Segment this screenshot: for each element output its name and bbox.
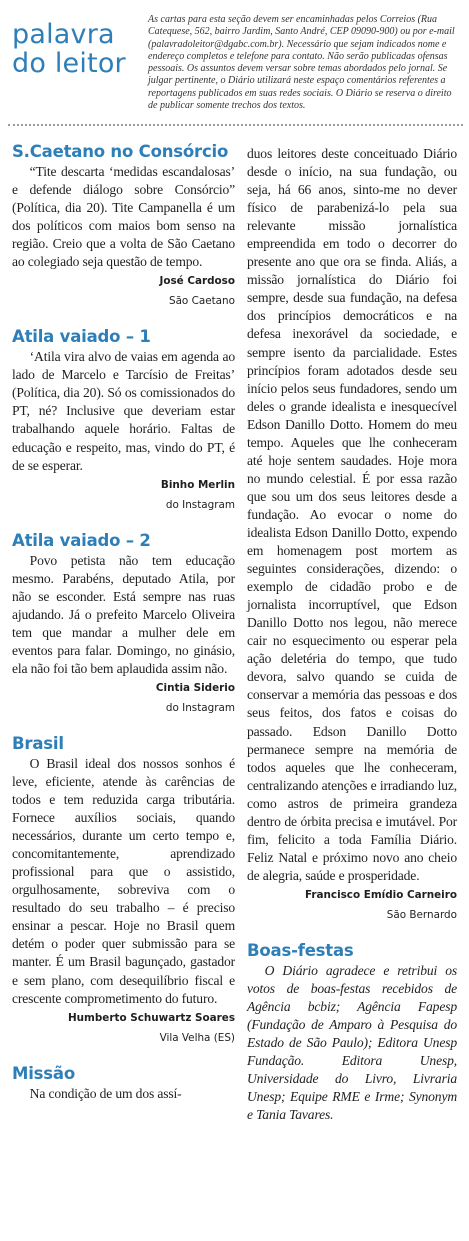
letter-atila-2 [12, 531, 235, 716]
letter-place: São Caetano [168, 295, 235, 308]
letter-body-continued: duos leitores deste conceituado Diário desde o início, na sua fundação, ou seja, há 66 anos, sinto-me no dever físico de parabenizá-lo pela sua relevante missão jornalística empreendida em todo o decorrer do presente ano que ora se finda. Aliás, a missão jornalística do Diário foi sempre, desde sua fundação, na defesa dos princípios democráticos e na defesa inexorável da sociedade, e sempre isento da parcialidade. Estes princípios foram adotados desde seu início pelos seus fundadores, sendo um deles o grande idealista e inesquecível Edson Danillo Dotto. Homem do meu tempo. Aqueles que lhe conheceram até hoje sentem saudades. Hoje mora no mundo celestial. É por essa razão que sou um dos seus leitores desde a fundação. Ao evocar o nome do idealista Edson Danillo Dotto, expendo em homenagem post mortem as seguintes considerações, dizendo: o exemplo de cidadão probo e de jornalista incorruptível, que Edson Danillo Dotto nos legou, não merece cair no esquecimento ou esperar pela ação deletéria do tempo, que tudo devora, salvo quando se cuida de conservar a memória das pessoas e dos seus feitos, dos fatos e coisas do passado. Edson Danillo Dotto permanece sempre na memória de todos aqueles que lhe conheceram, centralizando atenções e irradiando luz, como astros de primeira grandeza dentro de órbita precisa e imutável. Por fim, felicito a toda Família Diário. Feliz Natal e próximo novo ano cheio de alegria, saúde e prosperidade. [247, 146, 457, 883]
letter-atila-1 [12, 327, 235, 512]
letter-title: S.Caetano no Consórcio [12, 142, 229, 161]
letter-body-start: Na condição de um dos assí- [29, 1085, 182, 1101]
boas-festas-body: O Diário agradece e retribui os votos de boas-festas recebidos de Agência bcbiz; Agência Fapesp (Fundação de Amparo à Pesquisa do Estado de São Paulo); Editora Unesp Fundação. Editora Unesp, Universidade do Livro, Livraria Unesp; Equipe RME e Irme; Synonym e Tania Tavares. [247, 962, 457, 1123]
boas-festas [247, 941, 457, 1124]
letter-author: Francisco Emídio Carneiro [304, 888, 457, 901]
letter-author: Binho Merlin [160, 478, 235, 491]
letter-signature [12, 1011, 235, 1046]
letter-body: ‘Atila vira alvo de vaias em agenda ao lado de Marcelo e Tarcísio de Freitas’ (Política, dia 20). Só os comissionados do PT, né? Inclusive que deveriam estar trabalhando aquele horário. Faltas de educação e respeito, mas, vindo do PT, é de se esperar. [12, 349, 235, 473]
letter-signature [12, 274, 235, 309]
letter-body: Povo petista não tem educação mesmo. Parabéns, deputado Atila, por não se esconder. Está sempre nas ruas ajudando. Já o prefeito Marcelo Oliveira tem que mandar a mulher dele em eventos para falar. Domingo, no ginásio, ela não foi tão bem aplaudida assim não. [12, 552, 235, 676]
masthead-line-1: palavra [12, 19, 115, 50]
letter-brasil [12, 734, 235, 1046]
section-intro-note: As cartas para esta seção devem ser encaminhadas pelos Correios (Rua Catequese, 562, bairro Jardim, Santo André, CEP 09090-900) ou por e-mail (palavradoleitor@dgabc.com.br). Necessário que sejam indicados nome e endereço completos e telefone para contato. Não serão publicadas ofensas pessoais. Os assuntos devem versar sobre temas abordados pelo jornal. Se julgar pertinente, o Diário utilizará neste espaço comentários referentes a reportagens publicados em suas redes sociais. O Diário se reserva o direito de publicar somente trechos dos textos. [148, 14, 455, 112]
letter-title: Atila vaiado – 2 [12, 530, 151, 550]
left-column [12, 142, 235, 1103]
section-masthead [12, 20, 142, 78]
letter-author: Cintia Siderio [155, 681, 235, 694]
section-header [0, 0, 469, 120]
boas-festas-title: Boas-festas [247, 940, 354, 960]
right-column [247, 145, 457, 1124]
dotted-divider [8, 124, 463, 126]
letter-place: do Instagram [165, 701, 235, 714]
masthead-line-2: do leitor [12, 48, 126, 79]
letter-signature [12, 478, 235, 513]
letter-title: Atila vaiado – 1 [12, 327, 151, 347]
letter-signature [247, 888, 457, 923]
letter-missao-continued [247, 145, 457, 923]
letter-title: Missão [12, 1063, 75, 1083]
letter-place: Vila Velha (ES) [159, 1031, 235, 1044]
letter-place: São Bernardo [386, 908, 457, 921]
letter-author: Humberto Schuwartz Soares [67, 1011, 235, 1024]
letter-body: “Tite descarta ‘medidas escandalosas’ e defende diálogo sobre Consórcio” (Política, dia 20). Tite Campanella é um dos políticos com maios bom senso na região. Creio que a volta de São Caetano ao colegiado seja questão de tempo. [12, 164, 235, 270]
letter-body: O Brasil ideal dos nossos sonhos é leve, eficiente, atende às carências de todos e tem reduzida carga tributária. Fornece auxílios sociais, quando necessários, durante um certo tempo e, concomitantemente, aprendizado profissional para que o assistido, orgulhosamente, sobreviva com o resultado do seu trabalho – é preciso ensinar a pescar. Hoje no Brasil quem detém o poder quer submissão para se manter. É um Brasil bagunçado, gastador e sem plano, com desequilíbrio fiscal e crescente comprometimento do futuro. [12, 755, 235, 1006]
letter-title: Brasil [12, 733, 64, 753]
letter-missao-start [12, 1064, 235, 1103]
letter-author: José Cardoso [159, 275, 235, 288]
letter-place: do Instagram [165, 498, 235, 511]
letter-s-caetano [12, 142, 235, 309]
letter-signature [12, 681, 235, 716]
